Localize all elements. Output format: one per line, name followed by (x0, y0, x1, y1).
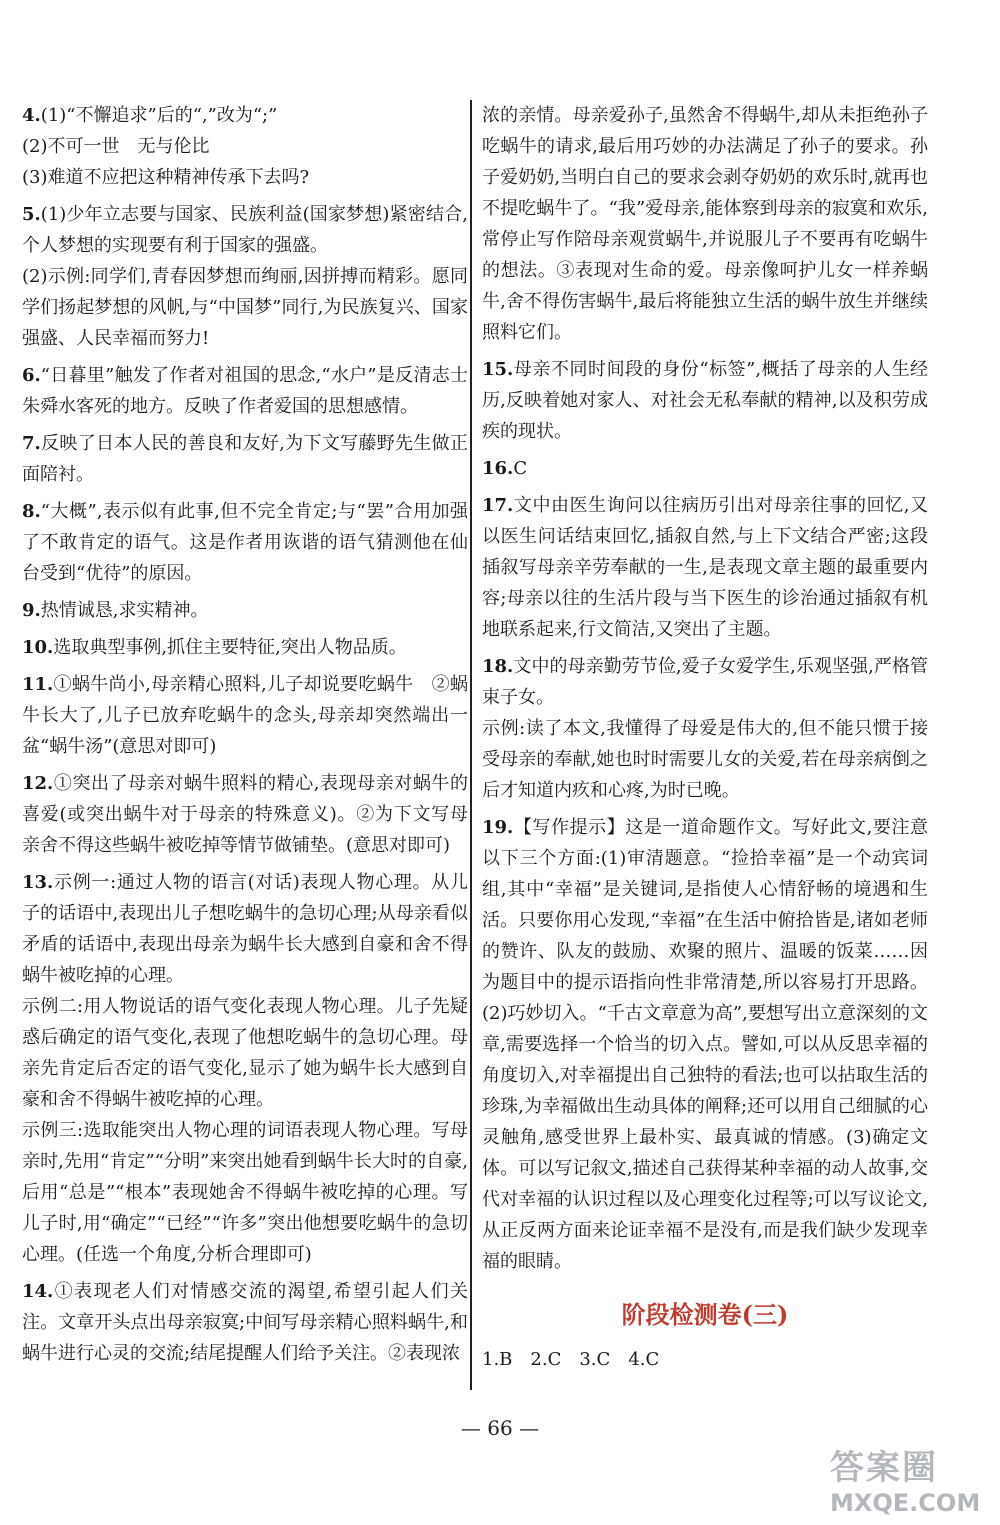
question-item (22, 669, 468, 762)
continuation-paragraph: 浓的亲情。母亲爱孙子,虽然舍不得蜗牛,却从未拒绝孙子吃蜗牛的请求,最后用巧妙的办法满足了孙子的要求。孙子爱奶奶,当明白自己的要求会剥夺奶奶的欢乐时,就再也不提吃蜗牛了。“我”爱母亲,能体察到母亲的寂寞和欢乐,常停止写作陪母亲观赏蜗牛,并说服儿子不要再有吃蜗牛的想法。③表现对生命的爱。母亲像呵护儿女一样养蜗牛,舍不得伤害蜗牛,最后将能独立生活的蜗牛放生并继续照料它们。 (482, 105, 928, 343)
answer-text: 示例二:用人物说话的语气变化表现人物心理。儿子先疑惑后确定的语气变化,表现了他想吃蜗牛的急切心理。母亲先肯定后否定的语气变化,显示了她为蜗牛长大感到自豪和舍不得蜗牛被吃掉的心理。 (22, 996, 468, 1110)
question-number: 17. (482, 495, 514, 516)
answer-text: 反映了日本人民的善良和友好,为下文写藤野先生做正面陪衬。 (22, 433, 468, 485)
answer-text: 示例一:通过人物的语言(对话)表现人物心理。从儿子的话语中,表现出儿子想吃蜗牛的急切心理;从母亲看似矛盾的话语中,表现出母亲为蜗牛长大感到自豪和舍不得蜗牛被吃掉的心理。 (22, 872, 468, 986)
answer-text: 母亲不同时间段的身份“标签”,概括了母亲的人生经历,反映着她对家人、对社会无私奉献的精神,以及积劳成疾的现状。 (482, 359, 928, 442)
question-item (22, 360, 468, 422)
answer-text: C (513, 458, 528, 479)
answer-paragraph (22, 991, 468, 1115)
question-number: 9. (22, 600, 41, 621)
watermark-url: MXQE.COM (830, 1489, 981, 1517)
question-item (22, 1276, 468, 1369)
answer-paragraph (22, 360, 468, 422)
answer-paragraph (22, 199, 468, 261)
question-item (22, 595, 468, 626)
answer-paragraph (482, 490, 928, 645)
question-item (22, 428, 468, 490)
watermark-text: 答案圈 (830, 1448, 938, 1488)
answer-text: (2)示例:同学们,青春因梦想而绚丽,因拼搏而精彩。愿同学们扬起梦想的风帆,与“中国梦”同行,为民族复兴、国家强盛、人民幸福而努力! (22, 266, 468, 349)
answer-text: 文中的母亲勤劳节俭,爱子女爱学生,乐观坚强,严格管束子女。 (482, 656, 928, 708)
question-number: 13. (22, 872, 54, 893)
answer-paragraph (22, 162, 468, 193)
left-column (22, 100, 468, 1375)
answer-text: 【写作提示】这是一道命题作文。写好此文,要注意以下三个方面:(1)审清题意。“捡拾幸福”是一个动宾词组,其中“幸福”是关键词,是指使人心情舒畅的境遇和生活。只要你用心发现,“幸福”在生活中俯拾皆是,诸如老师的赞许、队友的鼓励、欢聚的照片、温暖的饭菜……因为题目中的提示语指向性非常清楚,所以容易打开思路。(2)巧妙切入。“千古文章意为高”,要想写出立意深刻的文章,需要选择一个恰当的切入点。譬如,可以从反思幸福的角度切入,对幸福提出自己独特的看法;也可以拈取生活的珍珠,为幸福做出生动具体的阐释;还可以用自己细腻的心灵触角,感受世界上最朴实、最真诚的情感。(3)确定文体。可以写记叙文,描述自己获得某种幸福的动人故事,交代对幸福的认识过程以及心理变化过程等;可以写议论文,从正反两方面来论证幸福不是没有,而是我们缺少发现幸福的眼睛。 (482, 817, 928, 1272)
answer-text: 示例三:选取能突出人物心理的词语表现人物心理。写母亲时,先用“肯定”“分明”来突出她看到蜗牛长大时的自豪,后用“总是”“根本”表现她舍不得蜗牛被吃掉的心理。写儿子时,用“确定”“已经”“许多”突出他想要吃蜗牛的急切心理。(任选一个角度,分析合理即可) (22, 1120, 468, 1265)
question-number: 19. (482, 817, 514, 838)
answer-text: 选取典型事例,抓住主要特征,突出人物品质。 (53, 637, 407, 658)
answer-text: ①表现老人们对情感交流的渴望,希望引起人们关注。文章开头点出母亲寂寞;中间写母亲精心照料蜗牛,和蜗牛进行心灵的交流;结尾提醒人们给予关注。②表现浓 (22, 1281, 468, 1364)
answers-row (482, 1344, 928, 1375)
answer-paragraph (482, 812, 928, 1277)
answer-choice: 4.C (628, 1349, 660, 1370)
question-item (482, 354, 928, 447)
question-number: 12. (22, 773, 54, 794)
column-divider (470, 100, 472, 1390)
question-item (22, 768, 468, 861)
answer-text: (1)少年立志要与国家、民族利益(国家梦想)紧密结合,个人梦想的实现要有利于国家的强盛。 (22, 204, 468, 256)
answer-paragraph (482, 713, 928, 806)
right-column (482, 100, 928, 1375)
answer-choice: 1.B (482, 1349, 513, 1370)
answer-paragraph (482, 354, 928, 447)
question-item (22, 100, 468, 193)
answer-paragraph (22, 261, 468, 354)
answer-paragraph (22, 595, 468, 626)
answer-paragraph (22, 867, 468, 991)
question-item (22, 632, 468, 663)
answer-paragraph (22, 131, 468, 162)
answer-text: 热情诚恳,求实精神。 (40, 600, 209, 621)
question-item (482, 453, 928, 484)
answer-paragraph (22, 100, 468, 131)
answer-text: (1)“不懈追求”后的“,”改为“;” (40, 105, 278, 126)
answer-text: 示例:读了本文,我懂得了母爱是伟大的,但不能只惯于接受母亲的奉献,她也时时需要儿女的关爱,若在母亲病倒之后才知道内疚和心疼,为时已晚。 (482, 718, 928, 801)
answer-text: ①蜗牛尚小,母亲精心照料,儿子却说要吃蜗牛 ②蜗牛长大了,儿子已放弃吃蜗牛的念头,母亲却突然端出一盆“蜗牛汤”(意思对即可) (22, 674, 468, 757)
question-item (482, 490, 928, 645)
answer-choice: 2.C (530, 1349, 562, 1370)
question-number: 4. (22, 105, 41, 126)
answer-text: (2)不可一世 无与伦比 (22, 136, 210, 157)
question-item (482, 651, 928, 806)
question-number: 7. (22, 433, 41, 454)
right-items (482, 354, 928, 1277)
question-number: 16. (482, 458, 514, 479)
question-number: 18. (482, 656, 514, 677)
answer-paragraph (22, 428, 468, 490)
question-number: 15. (482, 359, 514, 380)
answer-paragraph (22, 496, 468, 589)
page-number: — 66 — (460, 1416, 540, 1440)
answer-paragraph (22, 669, 468, 762)
question-item (22, 496, 468, 589)
answer-paragraph (22, 1115, 468, 1270)
answer-text: “日暮里”触发了作者对祖国的思念,“水户”是反清志士朱舜水客死的地方。反映了作者爱国的思想感情。 (22, 365, 468, 417)
answer-paragraph (22, 1276, 468, 1369)
question-number: 6. (22, 365, 41, 386)
question-number: 14. (22, 1281, 54, 1302)
question-item (22, 199, 468, 354)
question-number: 8. (22, 501, 41, 522)
answer-text: (3)难道不应把这种精神传承下去吗? (22, 167, 310, 188)
answer-paragraph (22, 632, 468, 663)
answer-text: ①突出了母亲对蜗牛照料的精心,表现母亲对蜗牛的喜爱(或突出蜗牛对于母亲的特殊意义)。②为下文写母亲舍不得这些蜗牛被吃掉等情节做铺垫。(意思对即可) (22, 773, 468, 856)
answer-paragraph (482, 651, 928, 713)
question-item (22, 867, 468, 1270)
answer-text: “大概”,表示似有此事,但不完全肯定;与“罢”合用加强了不敢肯定的语气。这是作者用诙谐的语气猜测他在仙台受到“优待”的原因。 (22, 501, 468, 584)
answer-text: 文中由医生询问以往病历引出对母亲往事的回忆,又以医生问话结束回忆,插叙自然,与上下文结合严密;这段插叙写母亲辛劳奉献的一生,是表现文章主题的最重要内容;母亲以往的生活片段与当下医生的诊治通过插叙有机地联系起来,行文简洁,又突出了主题。 (482, 495, 928, 640)
answer-choice: 3.C (579, 1349, 611, 1370)
watermark-logo (830, 1440, 995, 1520)
question-item (482, 812, 928, 1277)
answer-paragraph (482, 453, 928, 484)
question-number: 11. (22, 674, 54, 695)
answer-paragraph (22, 768, 468, 861)
section-title: 阶段检测卷(三) (621, 1300, 789, 1329)
question-number: 10. (22, 637, 54, 658)
question-number: 5. (22, 204, 41, 225)
